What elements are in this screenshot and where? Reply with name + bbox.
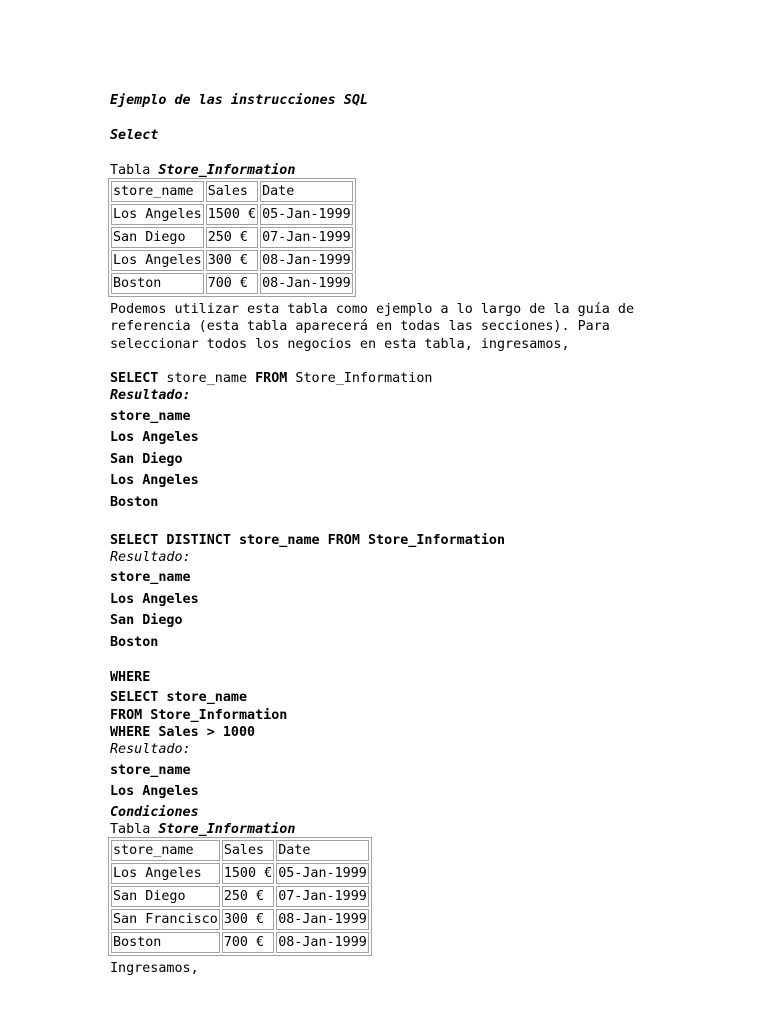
table-cell: 300 € — [222, 909, 274, 930]
table-row — [111, 932, 369, 953]
table-cell: Los Angeles — [111, 204, 204, 225]
table-row — [111, 273, 353, 294]
result2-line: Boston — [110, 635, 159, 650]
table-header-cell: Date — [276, 840, 369, 861]
result2-line: store_name — [110, 570, 191, 585]
closing-text: Ingresamos, — [110, 961, 199, 976]
table-cell: Los Angeles — [111, 250, 204, 271]
table-row — [111, 909, 369, 930]
table2-caption-prefix: Tabla — [110, 822, 159, 837]
table1-caption-name: Store_Information — [158, 163, 296, 178]
table-cell: 08-Jan-1999 — [260, 273, 353, 294]
table-cell: San Diego — [111, 886, 220, 907]
query-where-line: SELECT store_name — [110, 690, 248, 705]
table-header-row — [111, 181, 353, 202]
table-row — [111, 227, 353, 248]
section-heading-select: Select — [110, 128, 159, 143]
table-cell: 08-Jan-1999 — [260, 250, 353, 271]
table-cell: 08-Jan-1999 — [276, 909, 369, 930]
query-select-all — [110, 370, 433, 387]
table-row — [111, 863, 369, 884]
section-heading-where: WHERE — [110, 670, 151, 685]
table-cell: 07-Jan-1999 — [260, 227, 353, 248]
sql-table: Store_Information — [287, 371, 433, 386]
table-cell: 300 € — [206, 250, 258, 271]
table-header-cell: Sales — [222, 840, 274, 861]
table1-caption — [110, 162, 295, 179]
table2-caption-name: Store_Information — [158, 822, 296, 837]
result1-line: store_name — [110, 409, 191, 424]
table1-caption-prefix: Tabla — [110, 163, 159, 178]
table-cell: 700 € — [206, 273, 258, 294]
table-header-cell: store_name — [111, 181, 204, 202]
table-header-row — [111, 840, 369, 861]
table-cell: 1500 € — [206, 204, 258, 225]
table-header-cell: Date — [260, 181, 353, 202]
table-cell: Boston — [111, 273, 204, 294]
sql-keyword-select: SELECT — [110, 371, 159, 386]
intro-paragraph: Podemos utilizar esta tabla como ejemplo a lo largo de la guía de referencia (esta tabla aparecerá en todas las secciones). Para seleccionar todos los negocios en esta tabla, ingresamos, — [110, 302, 635, 352]
table2-body — [111, 840, 369, 953]
table2-caption — [110, 821, 295, 838]
result1-line: Los Angeles — [110, 430, 199, 445]
table-header-cell: store_name — [111, 840, 220, 861]
table-cell: San Francisco — [111, 909, 220, 930]
query-select-distinct: SELECT DISTINCT store_name FROM Store_Information — [110, 533, 506, 548]
table-cell: Los Angeles — [111, 863, 220, 884]
result2-line: Los Angeles — [110, 592, 199, 607]
table-cell: Boston — [111, 932, 220, 953]
result1-line: Boston — [110, 495, 159, 510]
table-row — [111, 204, 353, 225]
table-row — [111, 886, 369, 907]
table1-body — [111, 181, 353, 294]
sql-column: store_name — [158, 371, 256, 386]
table-cell: San Diego — [111, 227, 204, 248]
section-heading-conditions: Condiciones — [110, 805, 199, 820]
table-row — [111, 250, 353, 271]
table-cell: 700 € — [222, 932, 274, 953]
table-cell: 08-Jan-1999 — [276, 932, 369, 953]
table-cell: 250 € — [206, 227, 258, 248]
result3-label: Resultado: — [110, 742, 191, 757]
table-cell: 250 € — [222, 886, 274, 907]
query-where-line: WHERE Sales > 1000 — [110, 725, 256, 740]
table-cell: 05-Jan-1999 — [276, 863, 369, 884]
result1-label: Resultado: — [110, 388, 191, 403]
sql-keyword-from: FROM — [255, 371, 288, 386]
table-cell: 1500 € — [222, 863, 274, 884]
result3-line: Los Angeles — [110, 784, 199, 799]
result1-line: San Diego — [110, 452, 183, 467]
store-information-table-1 — [108, 178, 356, 297]
table-cell: 05-Jan-1999 — [260, 204, 353, 225]
result2-line: San Diego — [110, 613, 183, 628]
result3-line: store_name — [110, 763, 191, 778]
table-cell: 07-Jan-1999 — [276, 886, 369, 907]
result2-label: Resultado: — [110, 550, 191, 565]
query-where-line: FROM Store_Information — [110, 708, 288, 723]
table-header-cell: Sales — [206, 181, 258, 202]
result1-line: Los Angeles — [110, 473, 199, 488]
document-title: Ejemplo de las instrucciones SQL — [110, 93, 368, 108]
store-information-table-2 — [108, 837, 372, 956]
